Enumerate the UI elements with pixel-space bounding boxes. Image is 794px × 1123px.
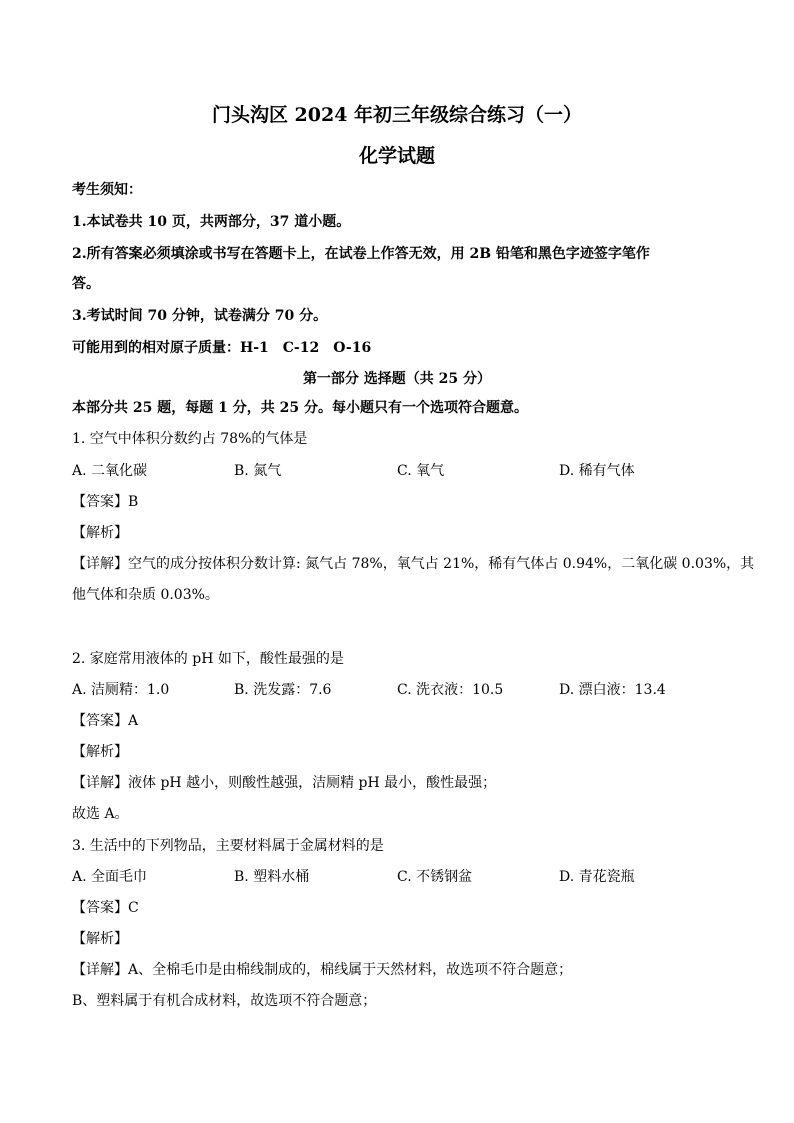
detail-text: 【详解】A、全棉毛巾是由棉线制成的，棉线属于天然材料，故选项不符合题意； (72, 962, 573, 978)
option-d: D. 漂白液：13.4 (559, 682, 666, 698)
detail-text: 【详解】空气的成分按体积分数计算: 氮气占 78%，氧气占 21%，稀有气体占 0.94%，二氧化碳 0.03%，其 (72, 556, 755, 572)
option-b: B. 洗发露：7.6 (234, 682, 332, 698)
notice-item: 答。 (72, 276, 100, 292)
detail-text: 故选 A。 (72, 806, 129, 822)
option-c: C. 氧气 (397, 463, 445, 479)
option-d: D. 青花瓷瓶 (559, 869, 635, 885)
section-instruction: 本部分共 25 题，每题 1 分，共 25 分。每小题只有一个选项符合题意。 (72, 400, 528, 416)
atomic-mass-note: 可能用到的相对原子质量：H-1 C-12 O-16 (72, 340, 372, 356)
notice-heading: 考生须知： (72, 182, 142, 198)
question-stem: 3. 生活中的下列物品，主要材料属于金属材料的是 (72, 838, 384, 854)
detail-text: 他气体和杂质 0.03%。 (72, 587, 219, 603)
detail-text: B、塑料属于有机合成材料，故选项不符合题意； (72, 993, 377, 1009)
answer: 【答案】B (72, 494, 139, 510)
notice-item: 1.本试卷共 10 页，共两部分，37 道小题。 (72, 214, 351, 230)
document-title: 门头沟区 2024 年初三年级综合练习（一） (211, 104, 583, 126)
option-d: D. 稀有气体 (559, 463, 635, 479)
answer: 【答案】C (72, 900, 139, 916)
analysis-label: 【解析】 (72, 931, 128, 947)
detail-text: 【详解】液体 pH 越小，则酸性越强，洁厕精 pH 最小，酸性最强； (72, 775, 497, 791)
section-title: 第一部分 选择题（共 25 分） (302, 371, 492, 387)
analysis-label: 【解析】 (72, 744, 128, 760)
notice-item: 3.考试时间 70 分钟，试卷满分 70 分。 (72, 308, 328, 324)
question-stem: 1. 空气中体积分数约占 78%的气体是 (72, 431, 308, 447)
notice-item: 2.所有答案必须填涂或书写在答题卡上，在试卷上作答无效，用 2B 铅笔和黑色字迹签字笔作 (72, 246, 650, 262)
option-a: A. 全面毛巾 (72, 869, 148, 885)
option-b: B. 氮气 (234, 463, 282, 479)
option-c: C. 不锈钢盆 (397, 869, 473, 885)
answer: 【答案】A (72, 713, 139, 729)
analysis-label: 【解析】 (72, 525, 128, 541)
option-b: B. 塑料水桶 (234, 869, 310, 885)
option-a: A. 二氧化碳 (72, 463, 148, 479)
document-subtitle: 化学试题 (358, 145, 435, 167)
option-a: A. 洁厕精：1.0 (72, 682, 170, 698)
question-stem: 2. 家庭常用液体的 pH 如下，酸性最强的是 (72, 651, 344, 667)
option-c: C. 洗衣液：10.5 (397, 682, 504, 698)
